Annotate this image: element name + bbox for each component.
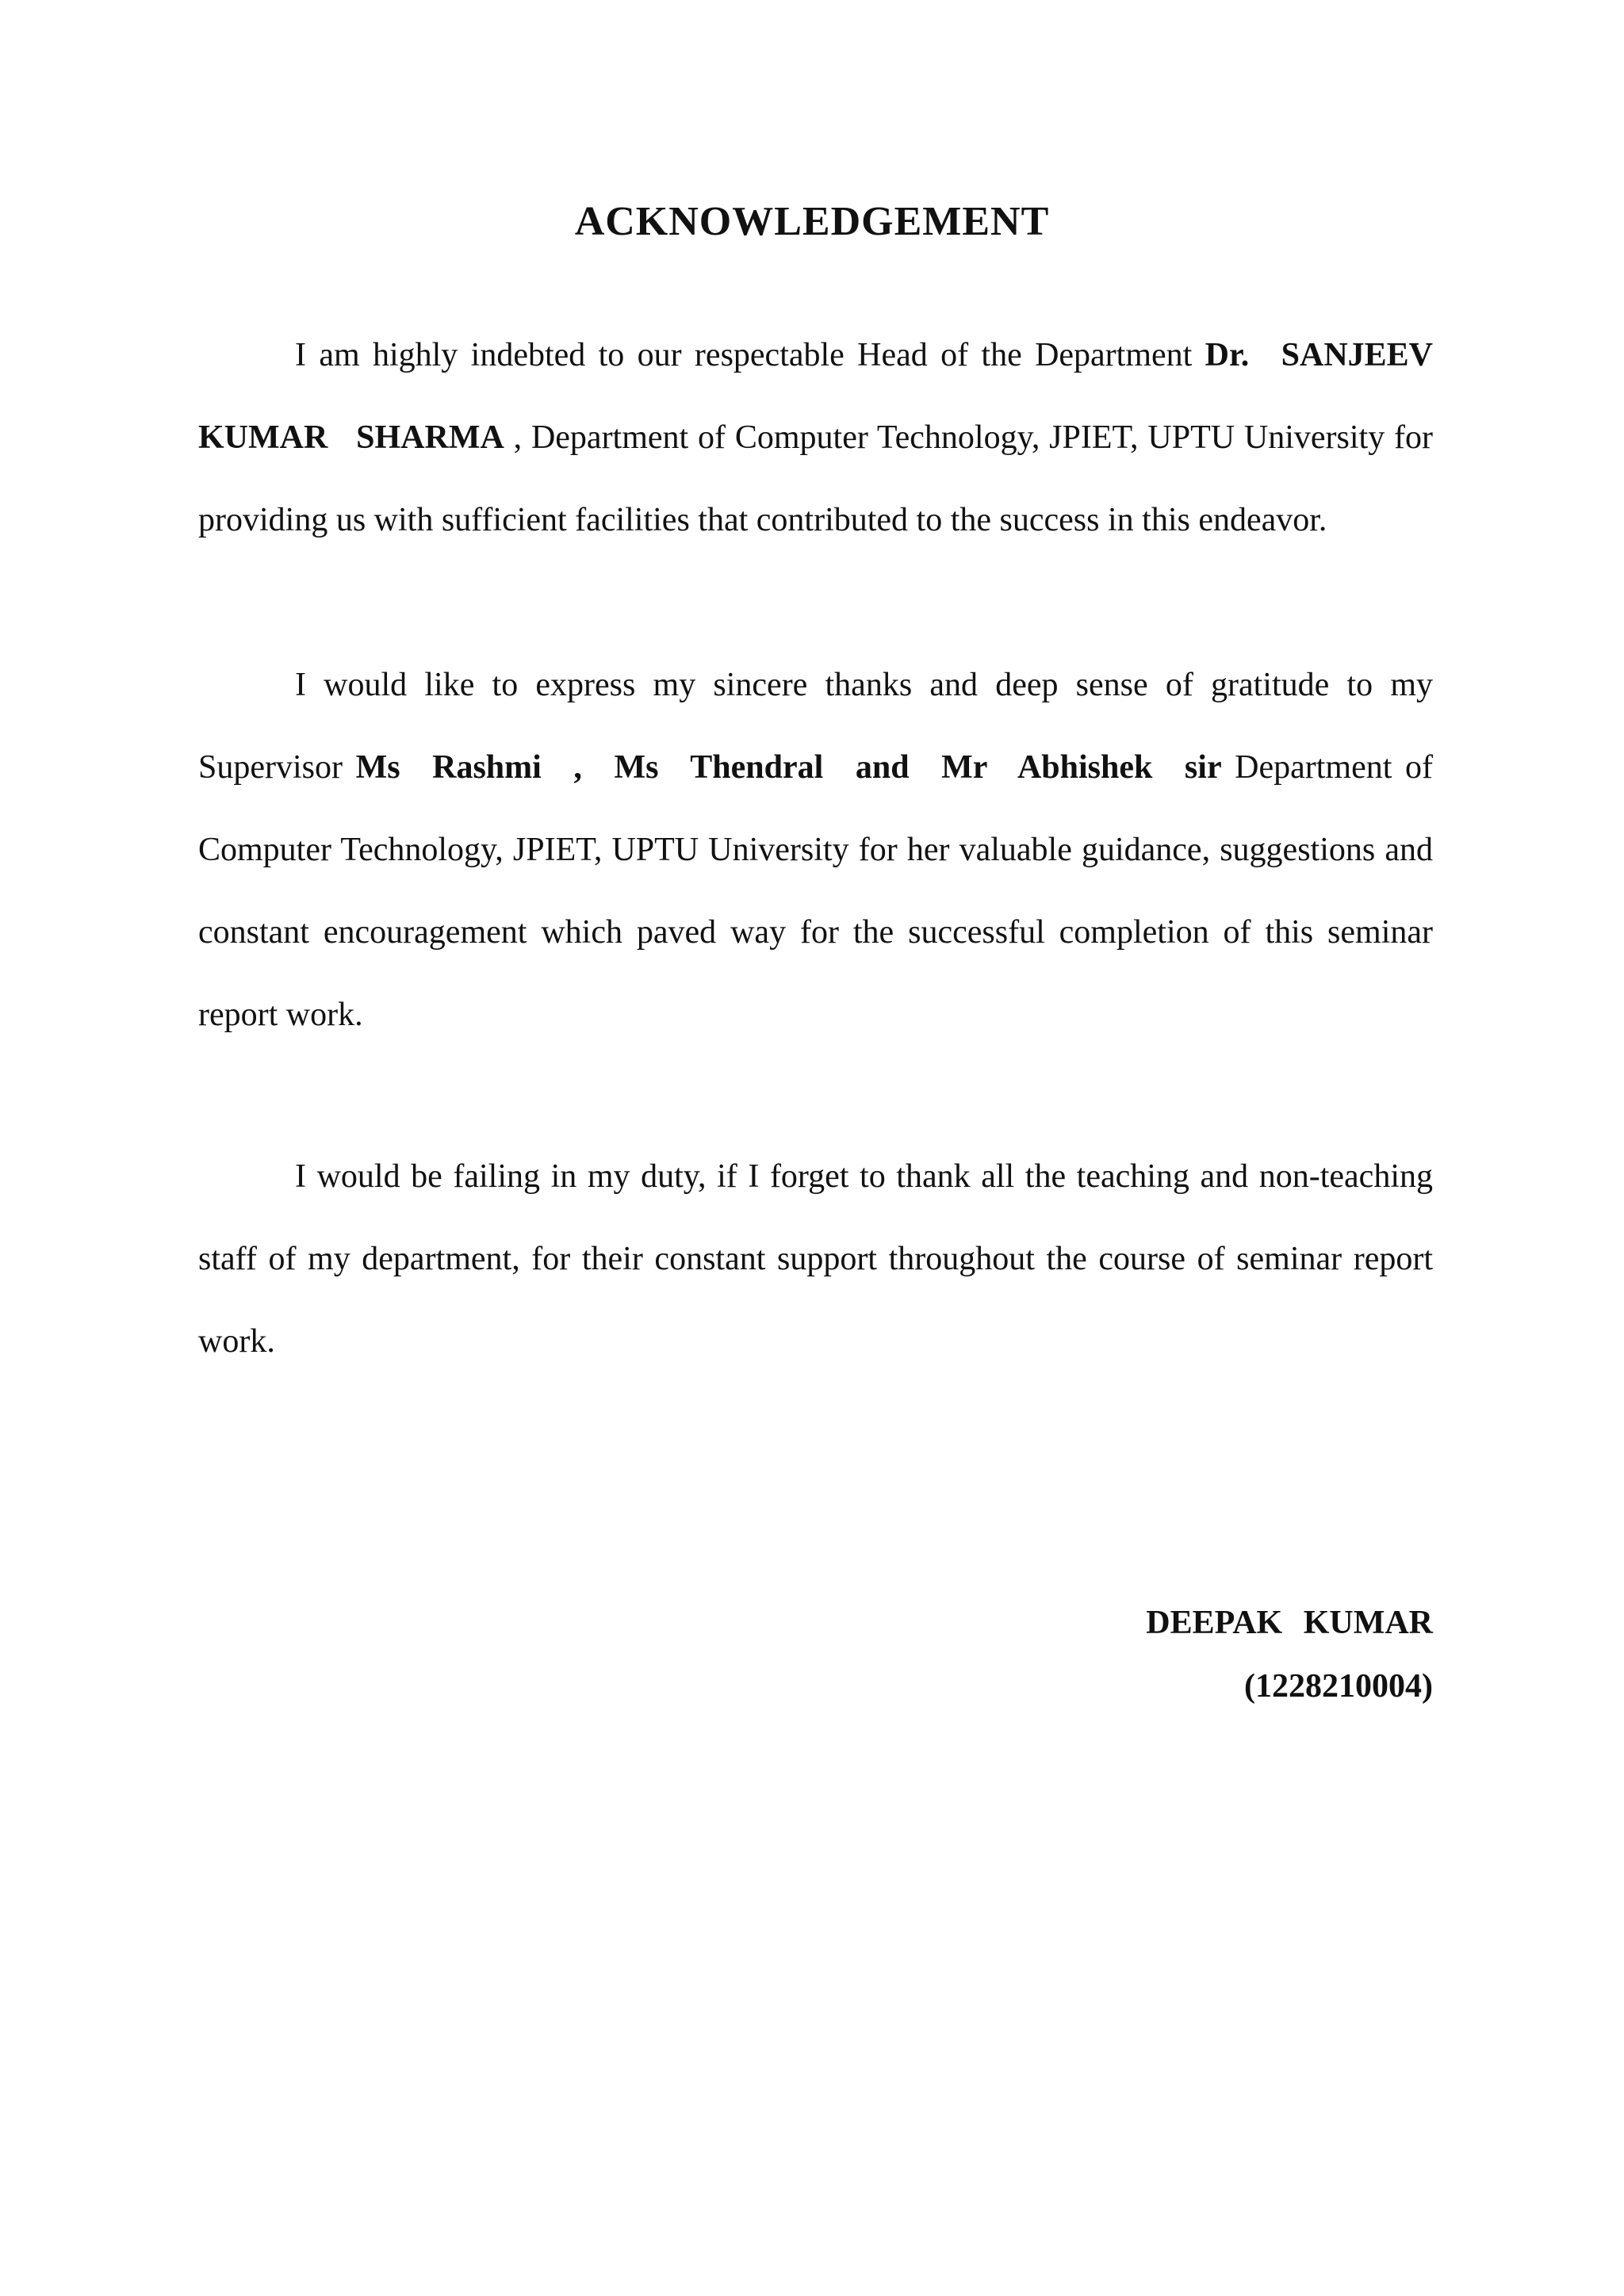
paragraph-text: Department of Computer Technology, JPIET, UPTU University for her valuable guidance, suggestions and constant encouragement which paved way for the successful completion of this seminar report work. <box>198 749 1433 1033</box>
signature-roll-number: (1228210004) <box>1244 1668 1433 1705</box>
paragraph-head-of-department <box>198 314 1433 561</box>
paragraph-text: , Department of Computer Technology, JPIET, UPTU University for providing us with sufficient facilities that contributed to the success in this endeavor. <box>198 419 1433 538</box>
paragraph-text: I am highly indebted to our respectable Head of the Department <box>295 337 1205 373</box>
paragraph-supervisors <box>198 644 1433 1056</box>
paragraph-staff <box>198 1135 1433 1383</box>
paragraph-text: I would like to express my sincere thanks and deep sense of gratitude to my Supervisor <box>198 667 1433 786</box>
supervisor-names: Ms Rashmi , Ms Thendral and Mr Abhishek sir <box>355 749 1222 786</box>
hod-name: Dr. SANJEEV KUMAR SHARMA <box>198 337 1434 456</box>
signature-name: DEEPAK KUMAR <box>1146 1605 1433 1641</box>
paragraph-text: I would be failing in my duty, if I forget to thank all the teaching and non-teaching staff of my department, for their constant support throughout the course of seminar report work. <box>198 1158 1433 1360</box>
page-title: ACKNOWLEDGEMENT <box>574 199 1050 244</box>
